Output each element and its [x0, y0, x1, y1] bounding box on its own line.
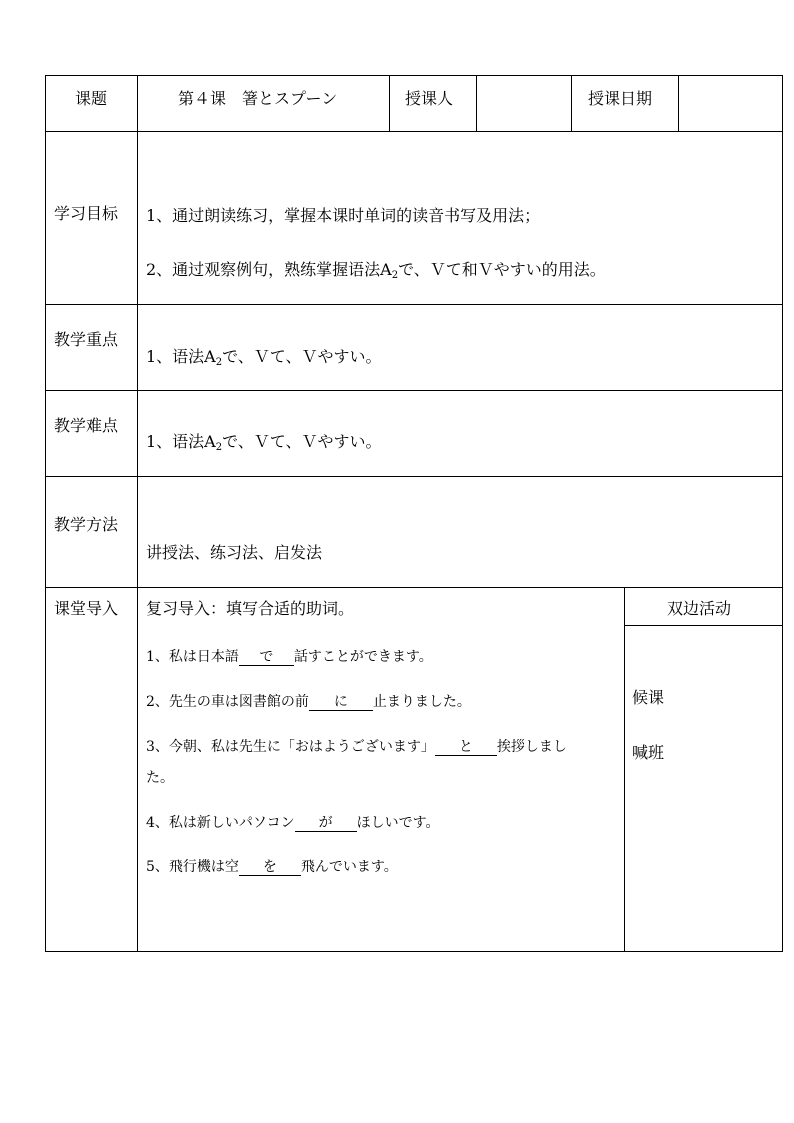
objective-item-2-text: 2、通过观察例句，熟练掌握语法A [146, 260, 392, 279]
header-column-divider [571, 75, 572, 132]
table-border-right [782, 75, 783, 952]
topic-value: 第４课 箸とスプーン [178, 89, 338, 108]
exercise-4-answer: が [295, 816, 357, 832]
exercise-2-prompt: 2、先生の車は図書館の前 [146, 694, 309, 710]
label-column-divider [137, 75, 138, 952]
exercise-5-rest: 飛んでいます。 [300, 859, 398, 875]
table-border-top [45, 75, 783, 76]
exercise-1 [146, 650, 433, 666]
activity-column-divider [624, 587, 625, 952]
exercise-5 [146, 860, 398, 876]
activity-header: 双边活动 [667, 599, 732, 618]
exercise-1-rest: 話すことができます。 [293, 649, 433, 665]
activity-item-2: 喊班 [632, 743, 665, 762]
key-points-label: 教学重点 [54, 330, 119, 349]
exercise-5-answer: を [239, 860, 301, 876]
exercise-2 [146, 695, 471, 711]
date-label: 授课日期 [588, 89, 653, 108]
subscript: 2 [391, 270, 399, 281]
exercise-3 [146, 740, 567, 756]
table-border-bottom [45, 951, 783, 952]
difficulties-text [146, 432, 382, 453]
activity-item-1: 候课 [632, 688, 665, 707]
objective-item-2 [146, 260, 606, 281]
key-points-text [146, 347, 382, 368]
exercise-3-answer: と [435, 740, 497, 756]
subscript: 2 [215, 442, 223, 453]
methods-label: 教学方法 [54, 515, 119, 534]
key-points-text-end: で、Ｖて、Ｖやすい。 [222, 347, 382, 366]
methods-text: 讲授法、练习法、启发法 [146, 543, 323, 562]
row-divider [45, 131, 783, 132]
difficulties-text-end: で、Ｖて、Ｖやすい。 [222, 432, 382, 451]
objective-item-2-text-end: で、Ｖて和Ｖやすい的用法。 [398, 260, 606, 279]
exercise-2-answer: に [309, 695, 373, 711]
topic-label: 课题 [75, 89, 108, 108]
exercise-4-rest: ほしいです。 [356, 815, 440, 831]
exercise-2-rest: 止まりました。 [372, 694, 471, 710]
teacher-label: 授课人 [405, 89, 454, 108]
exercise-1-prompt: 1、私は日本語 [146, 649, 239, 665]
exercise-3-continuation: た。 [146, 770, 174, 786]
activity-header-divider [624, 625, 783, 626]
intro-label: 课堂导入 [54, 599, 119, 618]
exercise-4-prompt: 4、私は新しいパソコン [146, 815, 295, 831]
exercise-1-answer: で [239, 650, 294, 666]
table-border-left [45, 75, 46, 952]
exercise-3-rest: 挨拶しまし [496, 739, 567, 755]
exercise-4 [146, 816, 440, 832]
difficulties-text-start: 1、语法A [146, 432, 216, 451]
objectives-label: 学习目标 [54, 204, 119, 223]
row-divider [45, 304, 783, 305]
header-column-divider [476, 75, 477, 132]
header-column-divider [389, 75, 390, 132]
row-divider [45, 390, 783, 391]
exercise-3-prompt: 3、今朝、私は先生に「おはようございます」 [146, 739, 435, 755]
objective-item-1: 1、通过朗读练习，掌握本课时单词的读音书写及用法； [146, 206, 541, 225]
intro-heading: 复习导入：填写合适的助词。 [146, 599, 355, 618]
key-points-text-start: 1、语法A [146, 347, 216, 366]
difficulties-label: 教学难点 [54, 416, 119, 435]
exercise-5-prompt: 5、飛行機は空 [146, 859, 239, 875]
subscript: 2 [215, 357, 223, 368]
row-divider [45, 476, 783, 477]
header-column-divider [678, 75, 679, 132]
row-divider [45, 587, 783, 588]
